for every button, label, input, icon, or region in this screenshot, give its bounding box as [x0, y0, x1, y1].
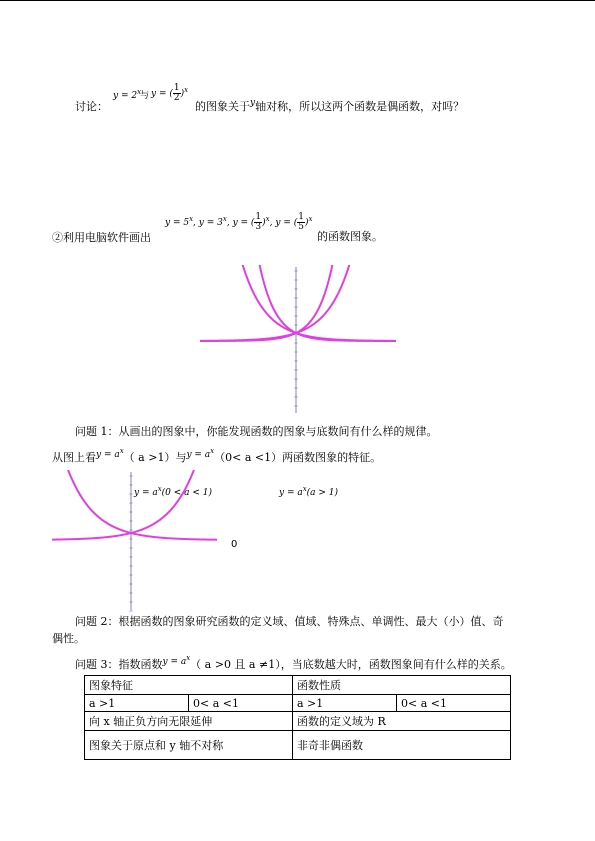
properties-table [84, 675, 511, 760]
row-symmetry: 图象关于原点和 y 轴不对称 [85, 731, 293, 760]
row-parity: 非奇非偶函数 [293, 731, 511, 760]
question-1: 问题 1：从画出的图象中，你能发现函数的图象与底数间有什么样的规律。 [75, 425, 438, 438]
header-features: 图象特征 [85, 676, 293, 695]
item2-prefix: ②利用电脑软件画出 [52, 231, 151, 244]
discussion-connector: 与 [140, 91, 150, 101]
discussion-prefix: 讨论： [75, 100, 108, 113]
question-3: 问题 3：指数函数$^{y = a^x}$（ a >0 且 a ≠1），当底数越大时，函数图象间有什么样的关系。 [75, 654, 512, 671]
discussion-formula-b: y = ( $\frac{1}{2}$ )$^x$ [151, 83, 189, 103]
header-properties: 函数性质 [293, 676, 511, 695]
item2-formulas: $y = 5^x$, $y = 3^x$, y = ( $\frac{1}{3}$ )$^x$, y = ( $\frac{1}{5}$ )$^x$ [165, 212, 313, 232]
label-growth: $y = a^x(a > 1)$ [279, 485, 339, 498]
discussion-suffix: 的图象关于$^y$轴对称，所以这两个函数是偶函数，对吗？ [195, 98, 465, 113]
row-extend: 向 x 轴正负方向无限延伸 [85, 712, 293, 731]
exponential-curve [200, 265, 350, 341]
sub-a-lt-1-prop: 0< a <1 [397, 695, 511, 712]
item2-suffix: 的函数图象。 [317, 230, 383, 243]
observe-line: 从图上看$^{y = a^x}$（ a >1）与$^{y = a^x}$（0< a <1）两函数图象的特征。 [52, 447, 382, 464]
sub-a-lt-1: 0< a <1 [189, 695, 293, 712]
exponential-graph-four [200, 265, 396, 415]
sub-a-gt-1-prop: a >1 [293, 695, 397, 712]
exponential-curve [259, 265, 396, 341]
exponential-curve [242, 265, 396, 341]
discussion-formula-a: $y = 2^x$ [113, 88, 142, 101]
question-2-line2: 偶性。 [52, 632, 85, 645]
sub-a-gt-1: a >1 [85, 695, 189, 712]
zero-label: 0 [231, 539, 238, 550]
row-domain: 函数的定义域为 R [293, 712, 511, 731]
label-decay: $y = a^x(0 < a < 1)$ [134, 485, 213, 498]
exponential-curve [200, 265, 333, 341]
top-rule [0, 0, 595, 1]
question-2-line1: 问题 2：根据函数的图象研究函数的定义域、值域、特殊点、单调性、最大（小）值、奇 [75, 615, 504, 628]
